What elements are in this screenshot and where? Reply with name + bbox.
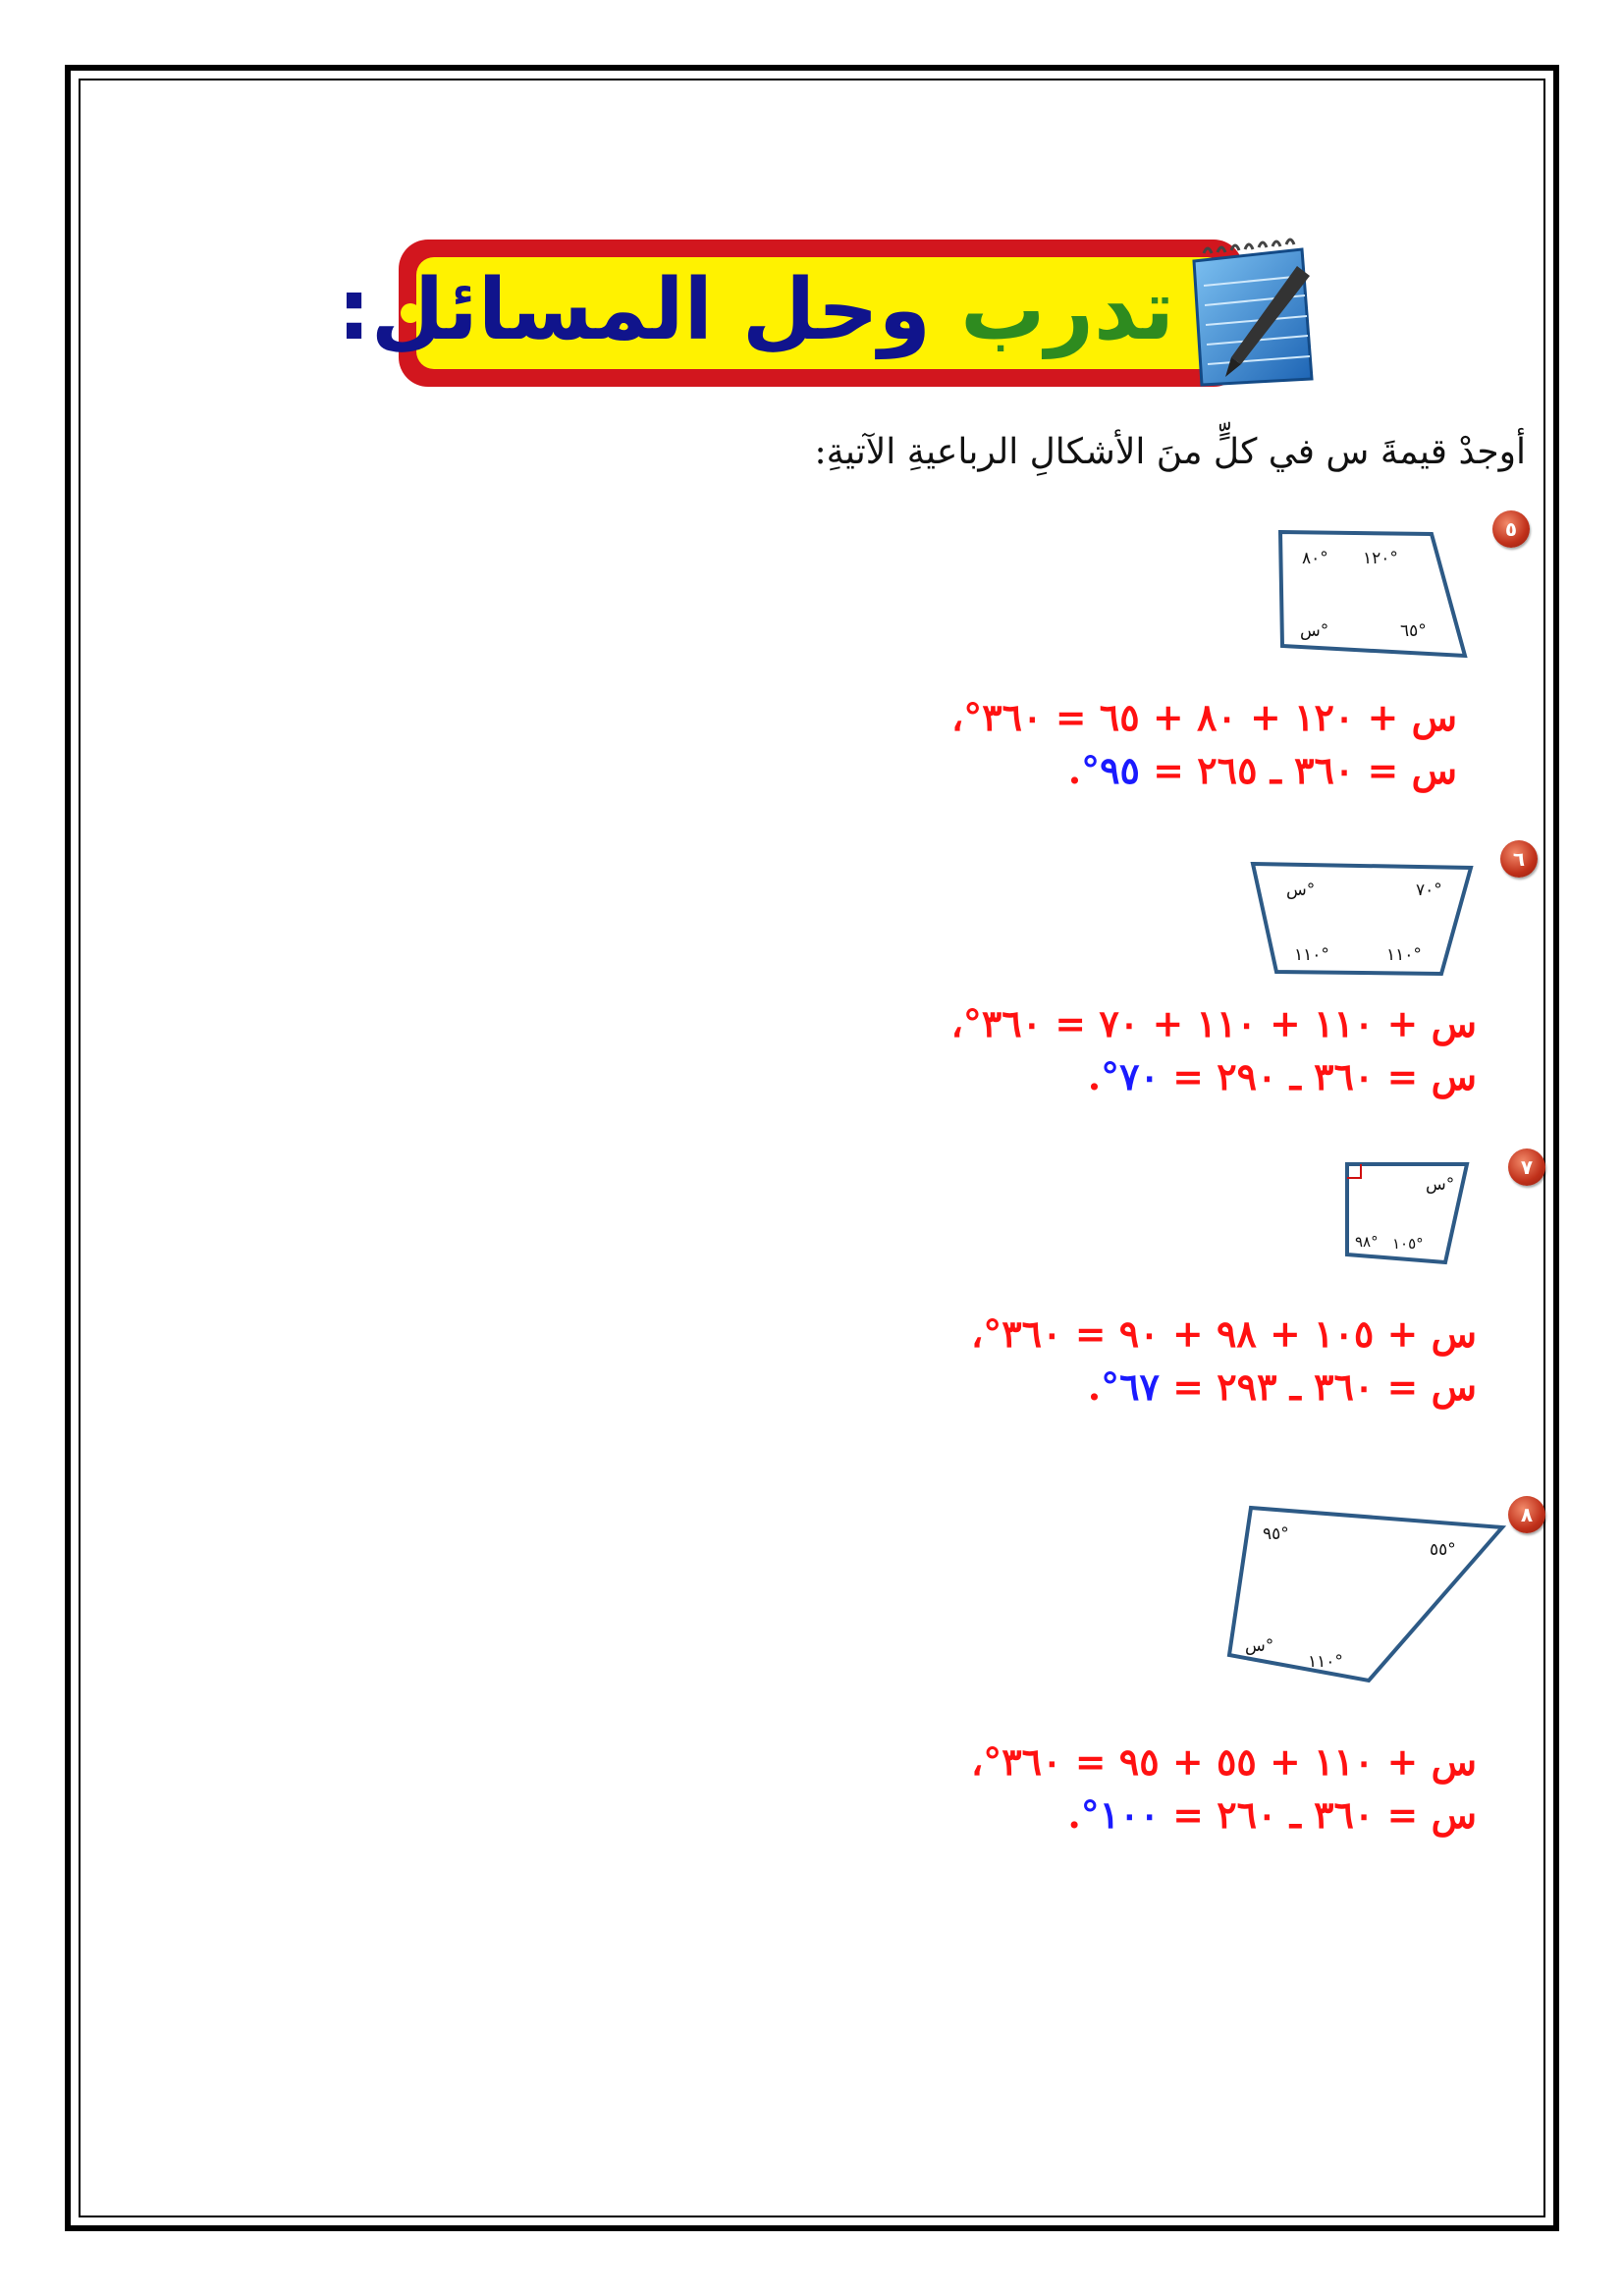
angle-label: ١٠٥° [1392, 1235, 1424, 1253]
solution-6-line1: س + ١١٠ + ١١٠ + ٧٠ = ٣٦٠°، [950, 1001, 1477, 1045]
solution-5-line2 [1068, 746, 1457, 795]
banner-word-solve-problems: وحل المسائل: [337, 261, 932, 359]
angle-label: ٩٥° [1263, 1524, 1289, 1544]
solution-8-expression: س = ٣٦٠ ـ ٢٦٠ = [1159, 1792, 1477, 1837]
problem-number-8: ٨ [1508, 1496, 1545, 1533]
section-banner [337, 232, 1331, 389]
angle-label: ٨٠° [1302, 549, 1328, 568]
quadrilateral-figure-8 [1218, 1494, 1512, 1694]
solution-6-expression: س = ٣٦٠ ـ ٢٩٠ = [1159, 1054, 1477, 1098]
banner-title [337, 249, 1174, 371]
solution-5-expression: س = ٣٦٠ ـ ٢٦٥ = [1139, 748, 1457, 792]
quadrilateral-figure-7 [1335, 1156, 1483, 1278]
solution-8-line2 [1067, 1790, 1477, 1840]
notepad-pen-icon [1174, 232, 1322, 389]
solution-7-expression: س = ٣٦٠ ـ ٢٩٣ = [1159, 1364, 1477, 1409]
angle-label: ٦٥° [1400, 621, 1427, 641]
quadrilateral-figure-6 [1247, 856, 1483, 988]
solution-6-period: . [1087, 1054, 1102, 1098]
problem-number-7: ٧ [1508, 1148, 1545, 1186]
page-border-inner [79, 79, 1545, 2217]
banner-word-practice: تدرب [960, 261, 1174, 359]
solution-7-line2 [1088, 1362, 1477, 1412]
problem-number-6: ٦ [1500, 840, 1538, 878]
quadrilateral-figure-5 [1263, 520, 1479, 671]
solution-7-line1: س + ١٠٥ + ٩٨ + ٩٠ = ٣٦٠°، [970, 1311, 1477, 1356]
solution-8-period: . [1067, 1792, 1081, 1837]
angle-label: ١٢٠° [1363, 549, 1398, 568]
problem-number-5: ٥ [1492, 510, 1530, 548]
solution-5-line1: س + ١٢٠ + ٨٠ + ٦٥ = ٣٦٠°، [950, 695, 1457, 739]
solution-5-period: . [1067, 748, 1082, 792]
angle-label: س° [1286, 881, 1316, 900]
angle-label: س° [1300, 621, 1329, 641]
angle-label: ١١٠° [1294, 945, 1329, 965]
angle-label: س° [1245, 1636, 1274, 1656]
solution-7-answer: ٦٧° [1101, 1364, 1160, 1409]
angle-label: ١١٠° [1386, 945, 1422, 965]
solution-8-answer: ١٠٠° [1080, 1792, 1160, 1837]
angle-label: ٧٠° [1416, 881, 1442, 900]
angle-label: ٥٥° [1430, 1540, 1456, 1560]
solution-8-line1: س + ١١٠ + ٥٥ + ٩٥ = ٣٦٠°، [970, 1739, 1477, 1784]
angle-label: ٩٨° [1355, 1233, 1379, 1251]
solution-6-answer: ٧٠° [1101, 1054, 1160, 1098]
solution-7-period: . [1087, 1364, 1102, 1409]
angle-label: ١١٠° [1308, 1652, 1343, 1672]
solution-5-answer: ٩٥° [1081, 748, 1140, 792]
solution-6-line2 [1088, 1052, 1477, 1101]
angle-label: س° [1426, 1175, 1455, 1195]
instruction-text: أوجدْ قيمةَ س في كلٍّ منَ الأشكالِ الرباعيةِ الآتيةِ: [814, 432, 1526, 472]
